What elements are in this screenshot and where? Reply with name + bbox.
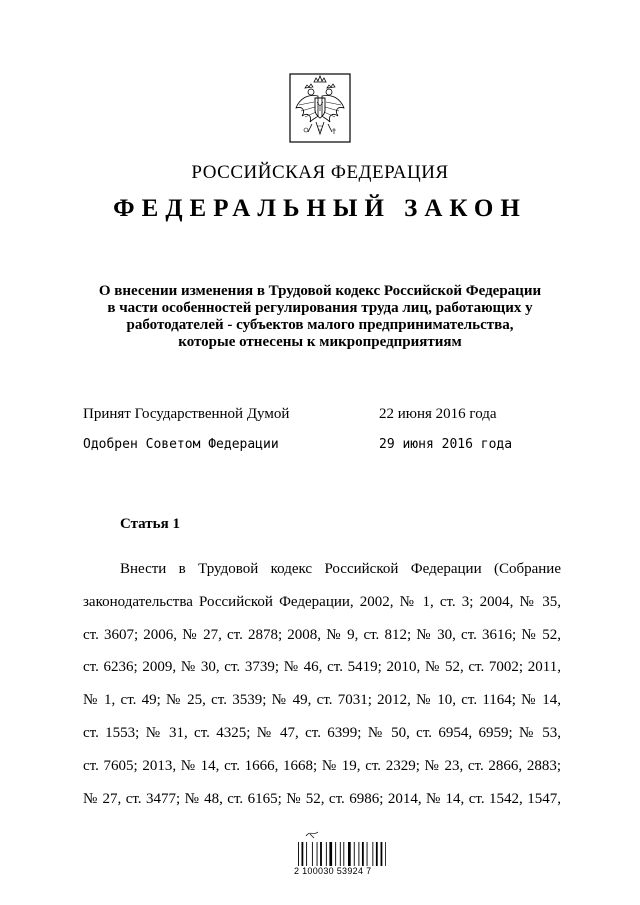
law-title-line: которые отнесены к микропредприятиям: [178, 334, 462, 350]
article-line: ст. 3607; 2006, № 27, ст. 2878; 2008, № 9, ст. 812; № 30, ст. 3616; № 52,: [83, 626, 561, 643]
law-title-line: в части особенностей регулирования труда лиц, работающих у: [107, 300, 533, 316]
article-line: Внести в Трудовой кодекс Российской Федерации (Собрание: [120, 561, 561, 577]
duma-date: 22 июня 2016 года: [379, 406, 497, 422]
article-line: законодательства Российской Федерации, 2002, № 1, ст. 3; 2004, № 35,: [83, 593, 561, 610]
law-title-line: О внесении изменения в Трудовой кодекс Российской Федерации: [98, 283, 542, 299]
country-name: РОССИЙСКАЯ ФЕДЕРАЦИЯ: [191, 162, 449, 183]
council-label: Одобрен Советом Федерации: [83, 437, 279, 452]
law-type-heading: ФЕДЕРАЛЬНЫЙ ЗАКОН: [113, 195, 527, 222]
law-title-line: работодателей - субъектов малого предпринимательства,: [126, 317, 514, 333]
article-line: ст. 6236; 2009, № 30, ст. 3739; № 46, ст. 5419; 2010, № 52, ст. 7002; 2011,: [83, 659, 561, 676]
duma-label: Принят Государственной Думой: [83, 406, 290, 422]
coat-of-arms-icon: [288, 72, 352, 144]
article-line: ст. 7605; 2013, № 14, ст. 1666, 1668; № 19, ст. 2329; № 23, ст. 2866, 2883;: [83, 757, 561, 774]
article-body: [83, 553, 561, 815]
article-line: № 27, ст. 3477; № 48, ст. 6165; № 52, ст. 6986; 2014, № 14, ст. 1542, 1547,: [83, 790, 561, 807]
article-heading: Статья 1: [120, 516, 180, 532]
council-date: 29 июня 2016 года: [379, 437, 513, 452]
law-title: [90, 283, 550, 351]
barcode-number: 2 100030 53924 7: [294, 866, 372, 876]
article-line: ст. 1553; № 31, ст. 4325; № 47, ст. 6399; № 50, ст. 6954, 6959; № 53,: [83, 724, 561, 741]
article-line: № 1, ст. 49; № 25, ст. 3539; № 49, ст. 7031; 2012, № 10, ст. 1164; № 14,: [83, 692, 561, 709]
